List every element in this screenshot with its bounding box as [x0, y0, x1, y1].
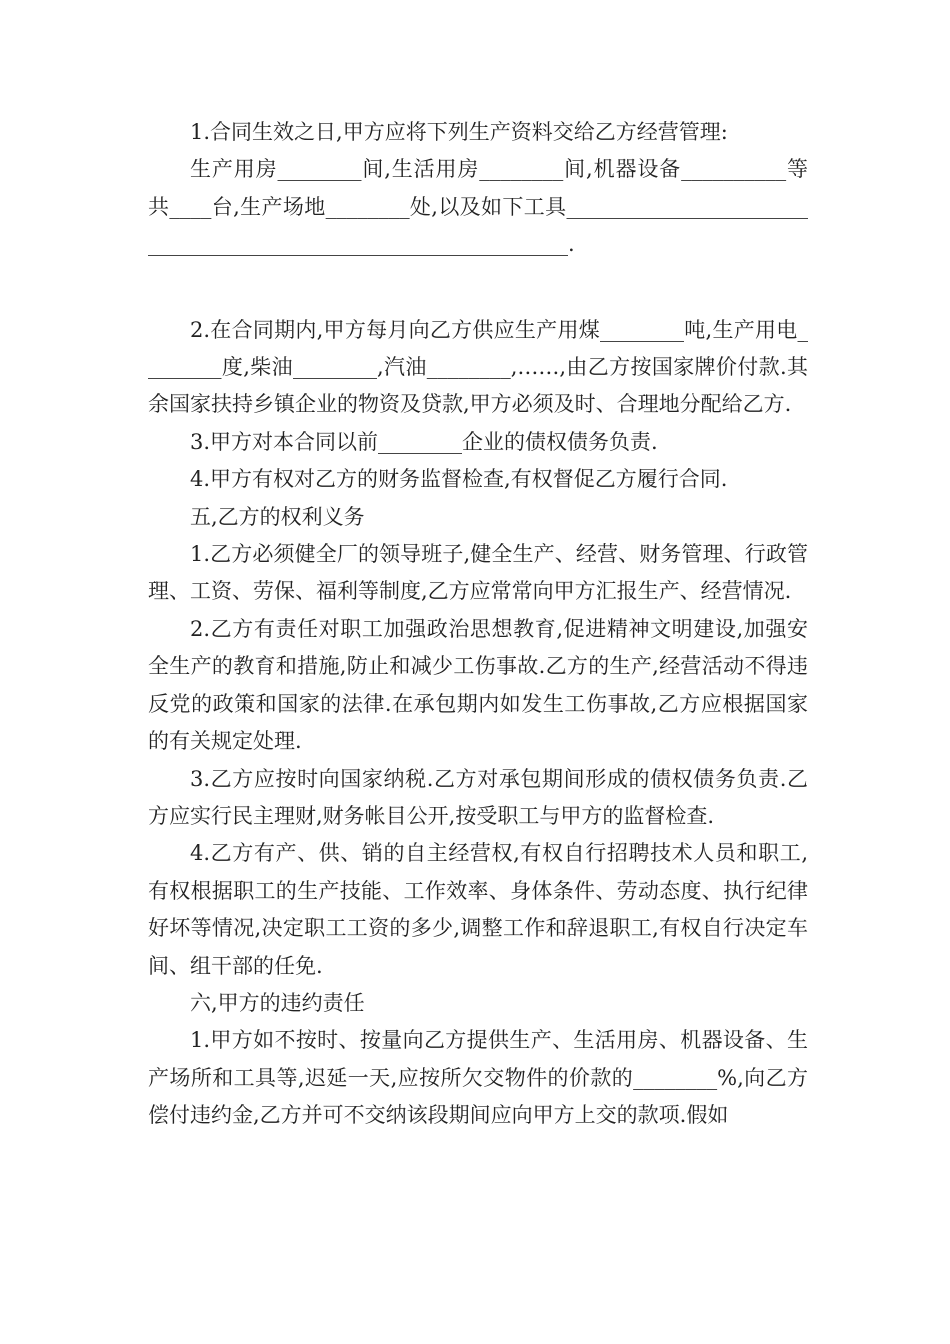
clause-4-supervision: 4.甲方有权对乙方的财务监督检查,有权督促乙方履行合同.: [190, 467, 728, 492]
party-b-clause-1: 1.乙方必须健全厂的领导班子,健全生产、经营、财务管理、行政管理、工资、劳保、福利等制度,乙方应常常向甲方汇报生产、经营情况.: [148, 542, 808, 604]
clause-3-debts: 3.甲方对本合同以前________企业的债权债务负责.: [190, 429, 658, 454]
section-heading-party-b-rights: 五,乙方的权利义务: [190, 504, 365, 529]
clause-2-supply: 2.在合同期内,甲方每月向乙方供应生产用煤________吨,生产用电________度,柴油________,汽油________,……,由乙方按国家牌价付款.其余国家扶持乡镇企业的物资及贷款,甲方必须及时、合理地分配给乙方.: [148, 317, 808, 417]
section-heading-party-a-liability: 六,甲方的违约责任: [190, 990, 365, 1015]
clause-1-asset-list: 生产用房________间,生活用房________间,机器设备__________等共____台,生产场地________处,以及如下工具_______________________________________________________________.: [148, 157, 808, 257]
document-page: [148, 114, 808, 1135]
party-b-clause-4: 4.乙方有产、供、销的自主经营权,有权自行招聘技术人员和职工,有权根据职工的生产技能、工作效率、身体条件、劳动态度、执行纪律好坏等情况,决定职工工资的多少,调整工作和辞退职工,有权自行决定车间、组干部的任免.: [148, 841, 808, 978]
party-a-liability-clause-1: 1.甲方如不按时、按量向乙方提供生产、生活用房、机器设备、生产场所和工具等,迟延一天,应按所欠交物件的价款的________%,向乙方偿付违约金,乙方并可不交纳该段期间应向甲方上交的款项.假如: [148, 1028, 808, 1128]
clause-1-handover: 1.合同生效之日,甲方应将下列生产资料交给乙方经营管理:: [190, 120, 728, 144]
party-b-clause-2: 2.乙方有责任对职工加强政治思想教育,促进精神文明建设,加强安全生产的教育和措施,防止和减少工伤事故.乙方的生产,经营活动不得违反党的政策和国家的法律.在承包期内如发生工伤事故,乙方应根据国家的有关规定处理.: [148, 616, 808, 754]
party-b-clause-3: 3.乙方应按时向国家纳税.乙方对承包期间形成的债权债务负责.乙方应实行民主理财,财务帐目公开,按受职工与甲方的监督检查.: [148, 766, 808, 828]
